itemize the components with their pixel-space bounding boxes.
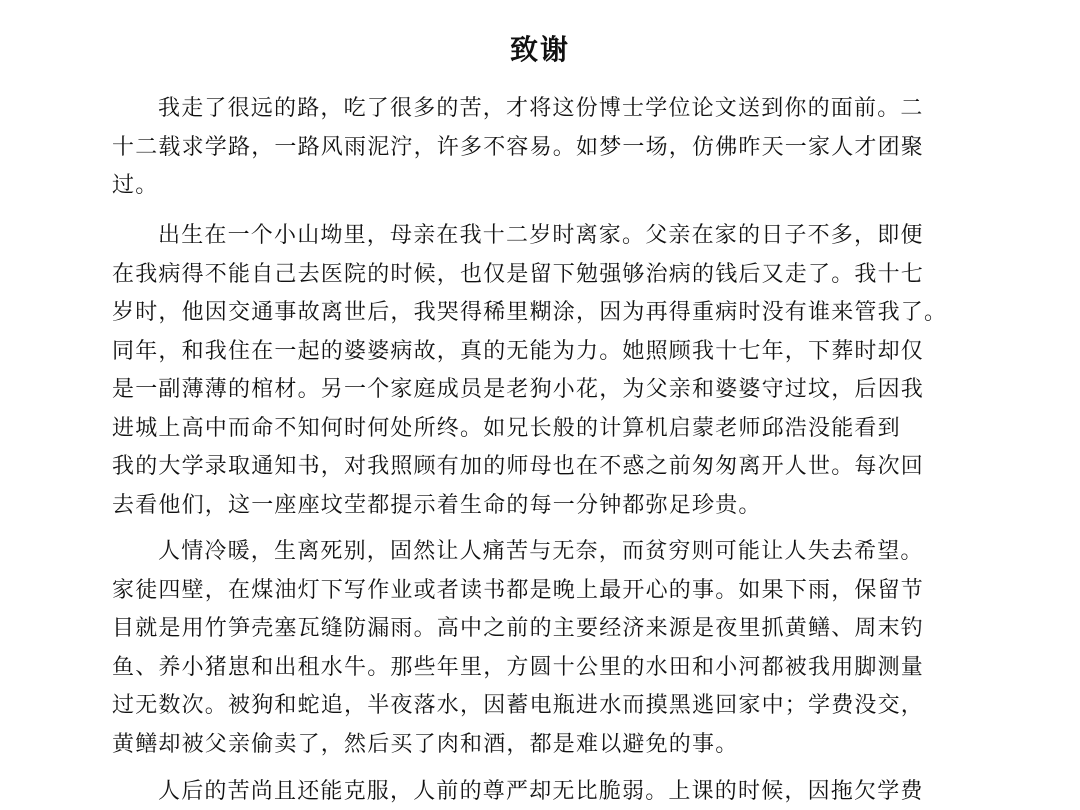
text-line: 目就是用竹笋壳塞瓦缝防漏雨。高中之前的主要经济来源是夜里抓黄鳝、周末钓 xyxy=(112,616,925,641)
text-line: 家徒四壁，在煤油灯下写作业或者读书都是晚上最开心的事。如果下雨，保留节 xyxy=(112,577,925,603)
text-line: 过无数次。被狗和蛇追，半夜落水，因蓄电瓶进水而摸黑逃回家中；学费没交， xyxy=(112,693,925,718)
text-line: 进城上高中而命不知何时何处所终。如兄长般的计算机启蒙老师邱浩没能看到 xyxy=(112,415,901,441)
text-line: 过。 xyxy=(112,173,159,198)
text-line: 去看他们，这一座座坟茔都提示着生命的每一分钟都弥足珍贵。 xyxy=(112,492,762,518)
text-line: 我的大学录取通知书，对我照顾有加的师母也在不惑之前匆匆离开人世。每次回 xyxy=(112,454,925,479)
text-line: 出生在一个小山坳里，母亲在我十二岁时离家。父亲在家的日子不多，即便 xyxy=(158,223,924,248)
text-line: 鱼、养小猪崽和出租水牛。那些年里，方圆十公里的水田和小河都被我用脚测量 xyxy=(112,654,925,680)
text-line: 黄鳝却被父亲偷卖了，然后买了肉和酒，都是难以避免的事。 xyxy=(112,731,739,757)
text-line: 是一副薄薄的棺材。另一个家庭成员是老狗小花，为父亲和婆婆守过坟，后因我 xyxy=(112,377,925,402)
paragraph-4 xyxy=(112,773,952,810)
text-line: 岁时，他因交通事故离世后，我哭得稀里糊涂，因为再得重病时没有谁来管我了。 xyxy=(112,300,948,325)
paragraph-2 xyxy=(112,217,952,525)
text-line: 我走了很远的路，吃了很多的苦，才将这份博士学位论文送到你的面前。二 xyxy=(158,96,924,121)
text-line: 人后的苦尚且还能克服，人前的尊严却无比脆弱。上课的时候，因拖欠学费 xyxy=(158,779,924,804)
page-title: 致谢 xyxy=(509,33,570,66)
text-line: 在我病得不能自己去医院的时候，也仅是留下勉强够治病的钱后又走了。我十七 xyxy=(112,261,925,287)
paragraph-3 xyxy=(112,533,952,764)
paragraph-1 xyxy=(112,90,952,206)
text-line: 同年，和我住在一起的婆婆病故，真的无能为力。她照顾我十七年，下葬时却仅 xyxy=(112,338,925,364)
text-line: 十二载求学路，一路风雨泥泞，许多不容易。如梦一场，仿佛昨天一家人才团聚 xyxy=(112,134,925,160)
text-line: 人情冷暖，生离死别，固然让人痛苦与无奈，而贫穷则可能让人失去希望。 xyxy=(158,539,924,564)
